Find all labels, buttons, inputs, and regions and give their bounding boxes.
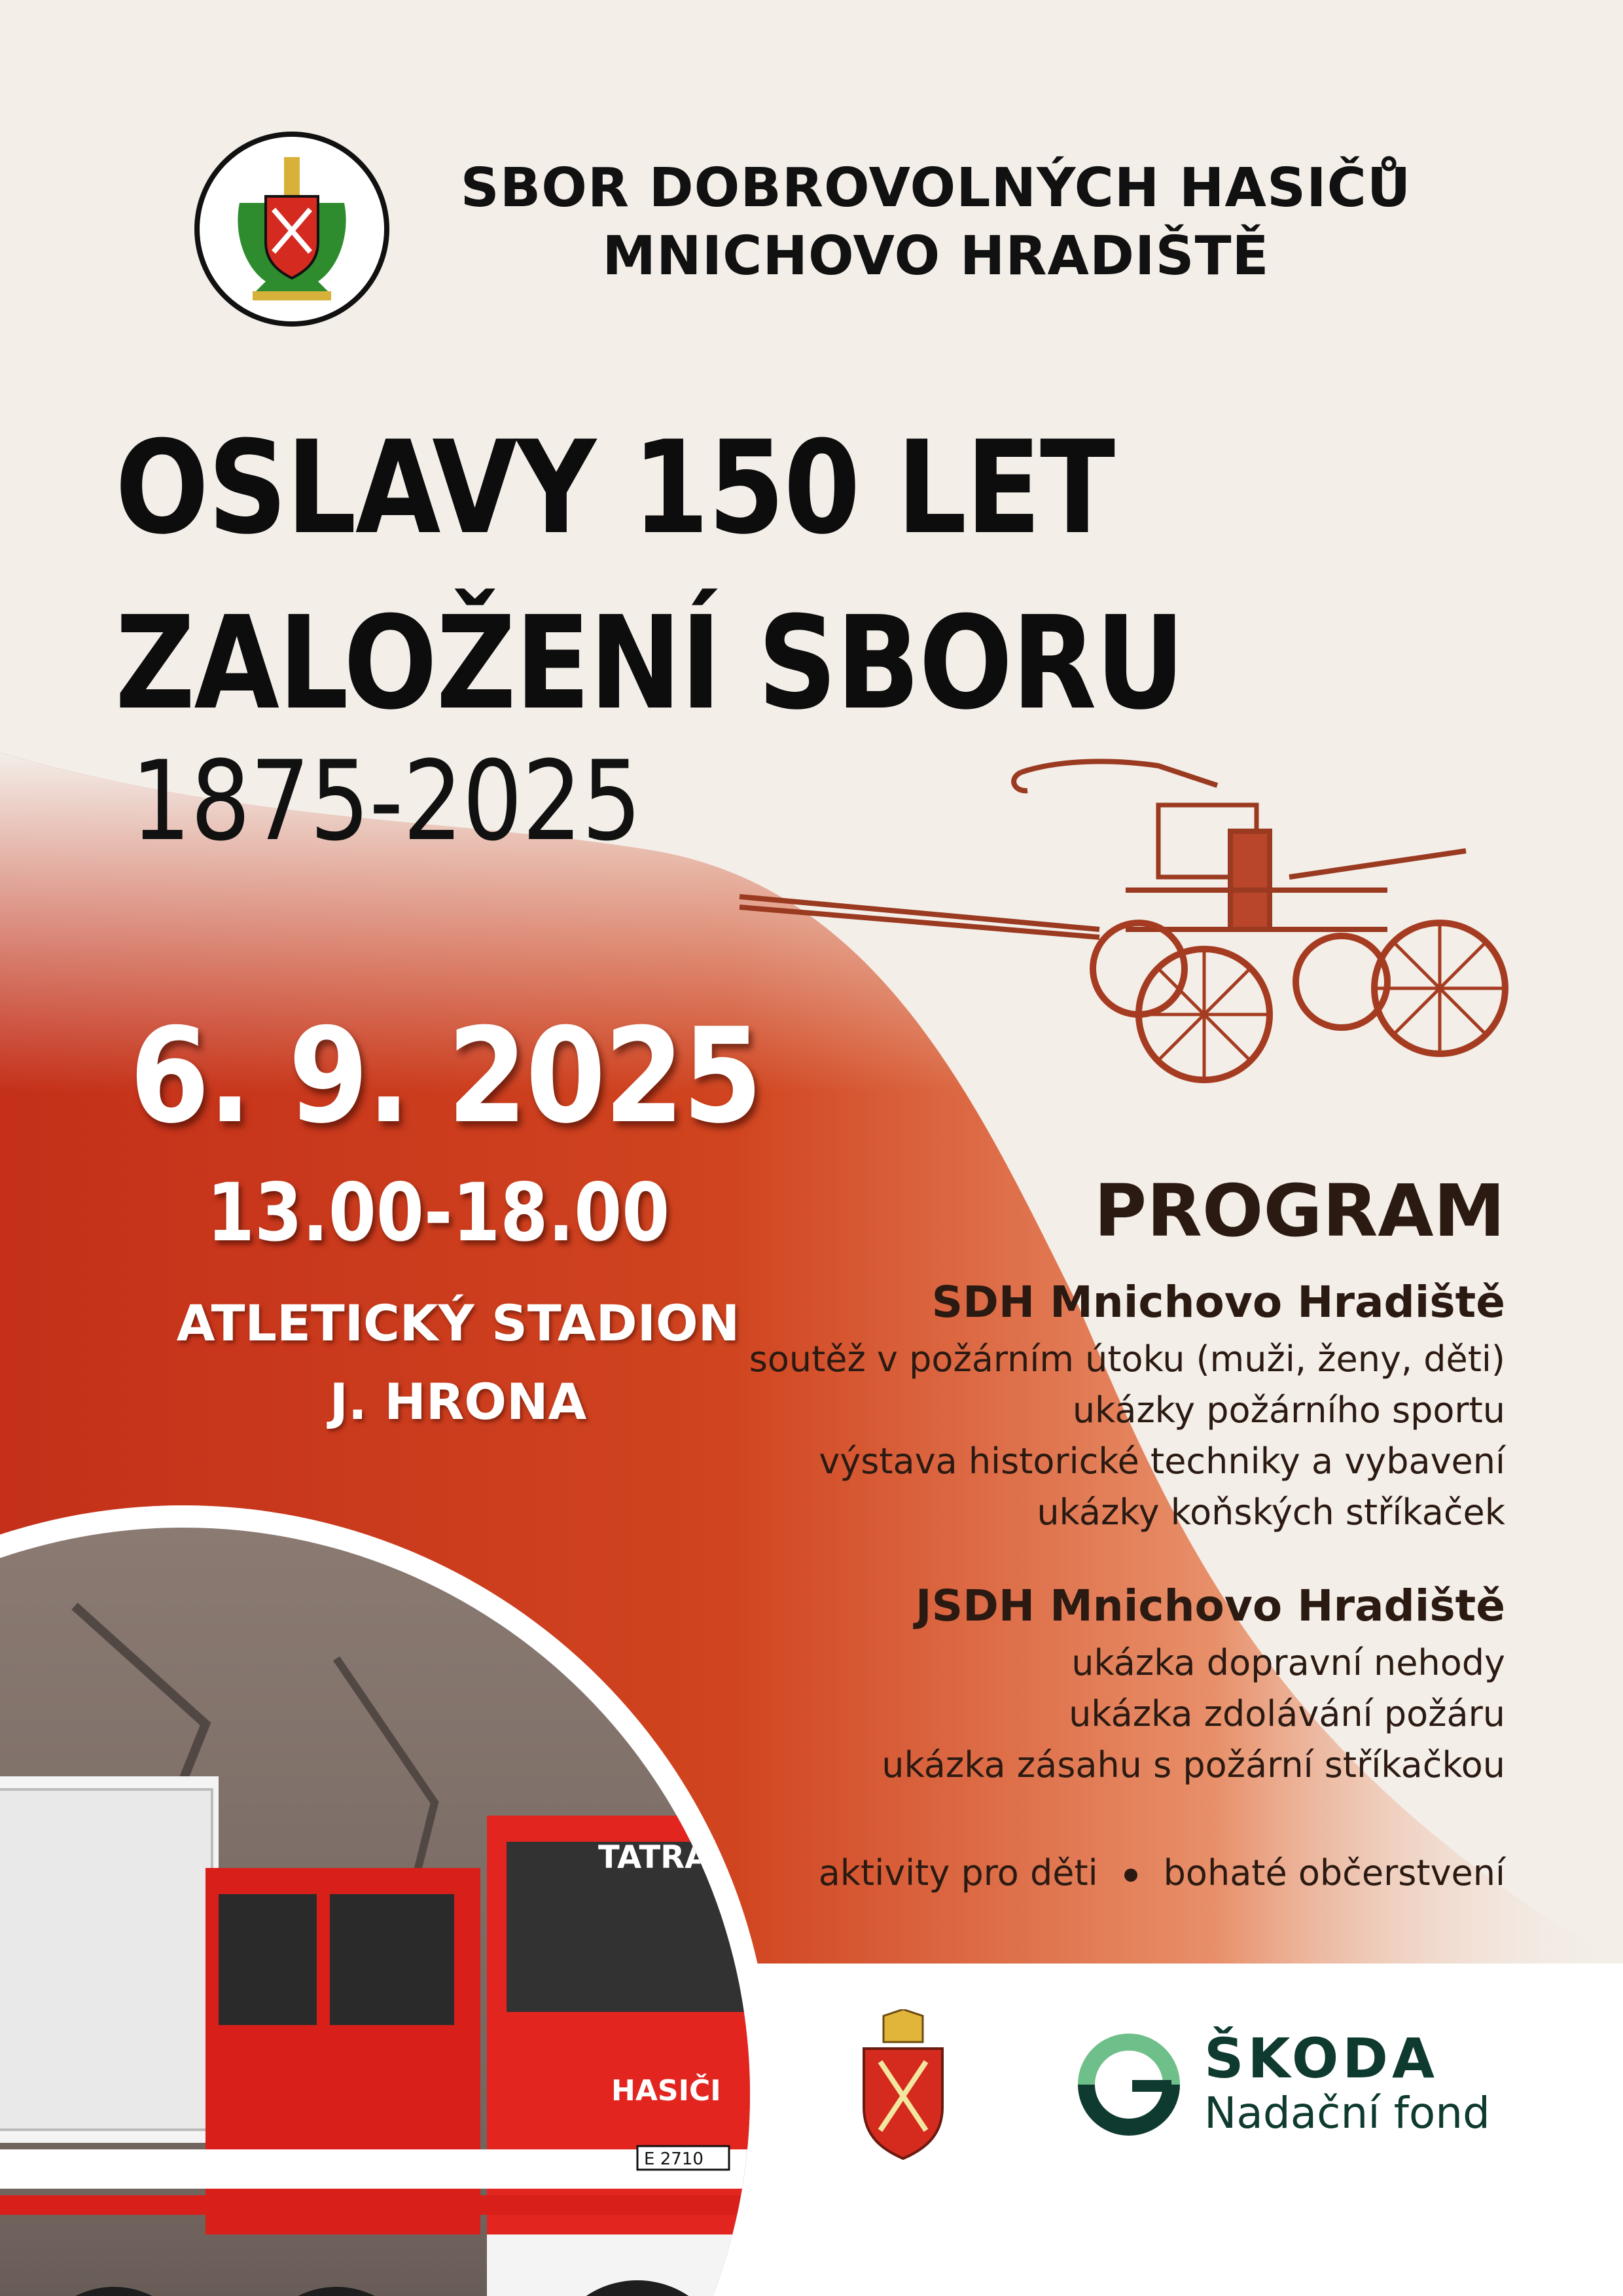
- program-item: ukázky požárního sportu: [1072, 1390, 1505, 1431]
- event-date: 6. 9. 2025: [130, 1000, 761, 1153]
- program-extras: [819, 1852, 1505, 1893]
- skoda-subtitle-text: Nadační fond: [1204, 2088, 1490, 2138]
- program-group-title: SDH Mnichovo Hradiště: [931, 1277, 1505, 1327]
- program: [654, 1165, 1505, 1791]
- truck-plate: E 2710: [644, 2149, 704, 2169]
- program-group-title: JSDH Mnichovo Hradiště: [916, 1581, 1505, 1631]
- extra-kids-activities: aktivity pro děti: [818, 1852, 1098, 1893]
- venue-line-2: J. HRONA: [329, 1372, 587, 1431]
- skoda-emblem-icon: [1073, 2029, 1185, 2140]
- organization-line-2: MNICHOVO HRADIŠTĚ: [602, 225, 1270, 287]
- organization-name: [432, 154, 1440, 291]
- historic-fire-pump-image: [733, 733, 1518, 1100]
- program-item: ukázky koňských stříkaček: [1037, 1492, 1505, 1533]
- program-item: ukázka dopravní nehody: [1071, 1642, 1505, 1683]
- headline-line-1: OSLAVY 150 LET: [115, 414, 1115, 563]
- bullet-icon: [1124, 1869, 1137, 1882]
- town-crest-logo: [857, 2009, 949, 2160]
- headline-line-2: ZALOŽENÍ SBORU: [115, 589, 1184, 738]
- anniversary-years: 1875-2025: [131, 737, 641, 865]
- program-item: výstava historické techniky a vybavení: [819, 1441, 1505, 1482]
- extra-refreshments: bohaté občerstvení: [1163, 1852, 1505, 1893]
- organization-line-1: SBOR DOBROVOLNÝCH HASIČŮ: [460, 157, 1412, 219]
- truck-door-text: HASIČI: [611, 2074, 721, 2108]
- fire-brigade-logo: [194, 131, 390, 327]
- event-time: 13.00-18.00: [207, 1166, 670, 1259]
- program-heading: PROGRAM: [1094, 1169, 1505, 1253]
- truck-brand-text: TATRA: [598, 1839, 709, 1876]
- skoda-brand-text: ŠKODA: [1204, 2026, 1438, 2090]
- program-item: soutěž v požárním útoku (muži, ženy, děti): [749, 1338, 1505, 1380]
- headline: [115, 401, 1353, 751]
- program-item: ukázka zdolávání požáru: [1069, 1693, 1505, 1734]
- program-item: ukázka zásahu s požární stříkačkou: [882, 1744, 1505, 1785]
- venue-line-1: ATLETICKÝ STADION: [176, 1294, 740, 1352]
- skoda-foundation-logo: [1073, 2022, 1531, 2153]
